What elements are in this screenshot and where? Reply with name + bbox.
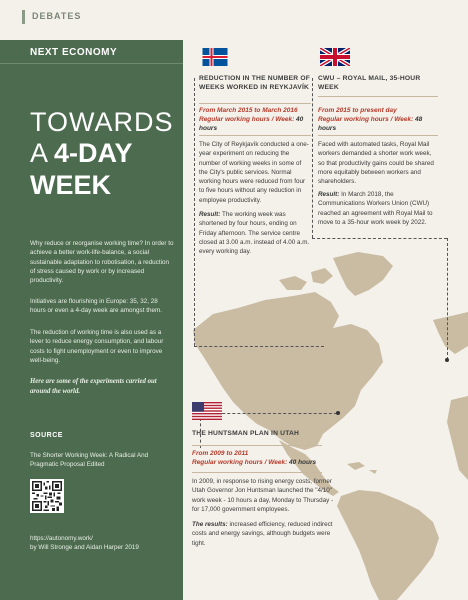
iceland-divider-2: [199, 135, 311, 136]
source-url-link[interactable]: https://autonomy.work/: [30, 535, 93, 542]
iceland-period: [199, 107, 311, 133]
intro-paragraph-4: Here are some of the experiments carried out around the world.: [30, 378, 157, 395]
source-heading: SOURCE: [30, 432, 63, 439]
utah-result-label: The results:: [192, 521, 228, 528]
source-credit: [30, 534, 180, 553]
qr-code-icon[interactable]: [30, 479, 64, 513]
iceland-period-dates: From March 2015 to March 2016: [199, 107, 298, 114]
intro-paragraph-3: The reduction of working time is also used as a lever to reduce energy consumption, and labour costs to fight unemployment or even to improve well-being.: [30, 329, 164, 364]
title-line-3: WEEK: [30, 170, 111, 200]
section-tab-label: NEXT ECONOMY: [30, 47, 118, 58]
uk-hours: [318, 116, 438, 134]
uk-period: [318, 107, 438, 133]
uk-result-text: In March 2018, the Communications Workers Union (CWU) reached an agreement with Royal Mail to move to a 35-hour work week by 2022.: [318, 191, 433, 226]
utah-divider: [192, 445, 322, 446]
connector-line-uk-v: [447, 238, 448, 360]
uk-body: Faced with automated tasks, Royal Mail workers demanded a shorter work week, so that productivity gains could be shared more equitably between workers and shareholders.: [318, 141, 434, 186]
intro-paragraph-2: Initiatives are flourishing in Europe: 35, 32, 28 hours or even a 4-day week are amongst them.: [30, 298, 162, 315]
arctic-islands-shape: [279, 276, 307, 290]
utah-heading: THE HUNTSMAN PLAN IN UTAH: [192, 430, 300, 437]
utah-period: [192, 450, 392, 468]
section-label: DEBATES: [32, 11, 82, 21]
uk-location-dot: [445, 358, 449, 362]
title-number: 4-DAY: [54, 138, 133, 168]
utah-location-dot: [336, 411, 340, 415]
section-marker: [22, 10, 25, 24]
south-america-shape: [337, 490, 439, 600]
connector-line-iceland-h: [194, 346, 324, 347]
uk-hours-label: Regular working hours / Week:: [318, 115, 414, 123]
title-line-2: [30, 139, 133, 167]
caribbean-shape: [369, 470, 377, 474]
connector-line-utah: [212, 413, 337, 414]
title-line-1: TOWARDS: [30, 107, 174, 137]
uk-flag-icon: [320, 48, 350, 66]
utah-hours-label: Regular working hours / Week:: [192, 458, 288, 466]
iceland-result-label: Result:: [199, 211, 221, 218]
connector-line-uk: [312, 78, 313, 238]
connector-line-iceland: [194, 78, 195, 346]
iceland-result-text: The working week was shortened by four hours, ending on Friday afternoon. The service centre closed at 3.00 a.m. instead of 4.00 a.m. every working day.: [199, 211, 310, 256]
arctic-islands-shape: [311, 268, 333, 284]
source-authors: by Will Stronge and Aidan Harper 2019: [30, 544, 139, 552]
us-flag-icon: [192, 402, 222, 420]
iceland-hours: [199, 116, 311, 134]
uk-period-dates: From 2015 to present day: [318, 107, 397, 114]
uk-heading: CWU – ROYAL MAIL, 35-HOUR WEEK: [318, 75, 421, 91]
uk-divider: [318, 96, 438, 97]
utah-result: [192, 520, 342, 548]
intro-paragraph-1: Why reduce or reorganise working time? In order to achieve a better work-life-balance, a social sustainable adaptation to robotisation, a reduction of stress caused by work or by increased productivity.: [30, 240, 174, 285]
uk-hours-value: 48 hours: [318, 115, 423, 132]
utah-result-text: increased efficiency, reduced indirect costs and energy savings, although budgets were tight.: [192, 521, 333, 547]
iceland-hours-value: 40 hours: [199, 115, 304, 132]
africa-edge-shape: [447, 396, 468, 480]
uk-result: [318, 190, 438, 227]
utah-hours: [192, 459, 392, 468]
utah-body: In 2009, in response to rising energy costs, former Utah Governor Jon Huntsman launched the "4/10" work week - 10 hours a day, Monday to Thursday - for 17,000 government employees.: [192, 478, 334, 513]
utah-divider-2: [192, 472, 322, 473]
greenland-shape: [333, 252, 393, 296]
iceland-heading: REDUCTION IN THE NUMBER OF WEEKS WORKED IN REYKJAVÍK: [199, 75, 311, 91]
connector-line-uk-h: [312, 238, 447, 239]
north-america-shape: [193, 292, 383, 450]
iceland-flag-icon: [200, 48, 230, 66]
iceland-divider: [199, 103, 311, 104]
uk-result-label: Result:: [318, 191, 340, 198]
utah-period-dates: From 2009 to 2011: [192, 450, 249, 457]
uk-divider-2: [318, 135, 438, 136]
title-prefix: A: [30, 138, 55, 168]
iceland-result: [199, 210, 311, 256]
utah-hours-value: 40 hours: [289, 458, 317, 466]
europe-edge-shape: [433, 312, 468, 354]
iceland-body: The City of Reykjavík conducted a one-year experiment on reducing the number of working weeks in some of the City's public services. Normal working hours were reduced from four to five hours without any reduction in employee productivity.: [199, 141, 309, 204]
source-title: The Shorter Working Week: A Radical And Pragmatic Proposal Edited: [30, 452, 149, 469]
iceland-hours-label: Regular working hours / Week:: [199, 115, 295, 123]
